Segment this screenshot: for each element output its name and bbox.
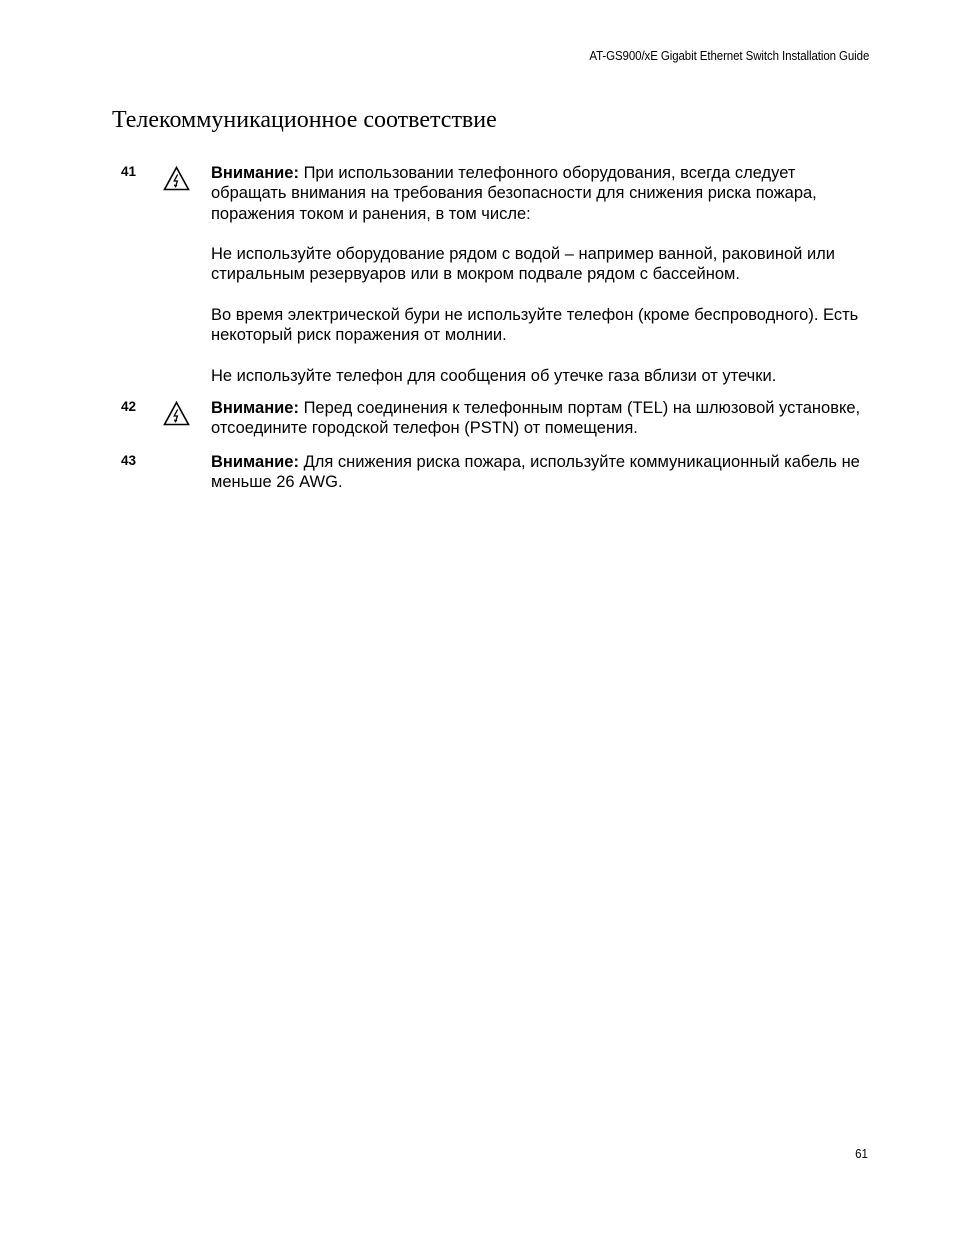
warning-paragraph: Во время электрической бури не используйте телефон (кроме беспроводного). Есть некоторый риск поражения от молнии. [211,306,859,345]
warning-body [211,398,871,439]
warning-number: 43 [121,453,137,468]
warning-label: Внимание: [211,164,299,182]
electrical-hazard-icon [163,401,190,426]
section-title: Телекоммуникационное соответствие [112,107,497,133]
warning-body [211,452,871,493]
warning-number: 42 [121,399,137,414]
warning-lead-paragraph [211,398,871,439]
electrical-hazard-icon [163,166,190,191]
warning-paragraph: Не используйте оборудование рядом с водой – например ванной, раковиной или стиральным резервуаров или в мокром подвале рядом с бассейном. [211,245,836,284]
warning-lead-paragraph [211,452,871,493]
page-number: 61 [855,1147,868,1161]
warning-body [211,163,871,386]
warning-label: Внимание: [211,399,299,417]
warning-lead-text: Для снижения риска пожара, используйте коммуникационный кабель не меньше 26 AWG. [211,453,860,492]
warning-paragraph: Не используйте телефон для сообщения об утечке газа вблизи от утечки. [211,366,777,385]
warning-label: Внимание: [211,453,299,471]
warning-number: 41 [121,164,137,179]
running-header: AT-GS900/xE Gigabit Ethernet Switch Installation Guide [589,49,869,63]
warning-lead-text: Перед соединения к телефонным портам (TEL) на шлюзовой установке, отсоедините городской телефон (PSTN) от помещения. [211,399,861,438]
warning-lead-paragraph [211,163,871,224]
warning-lead-text: При использовании телефонного оборудования, всегда следует обращать внимания на требования безопасности для снижения риска пожара, поражения током и ранения, в том числе: [211,164,817,223]
